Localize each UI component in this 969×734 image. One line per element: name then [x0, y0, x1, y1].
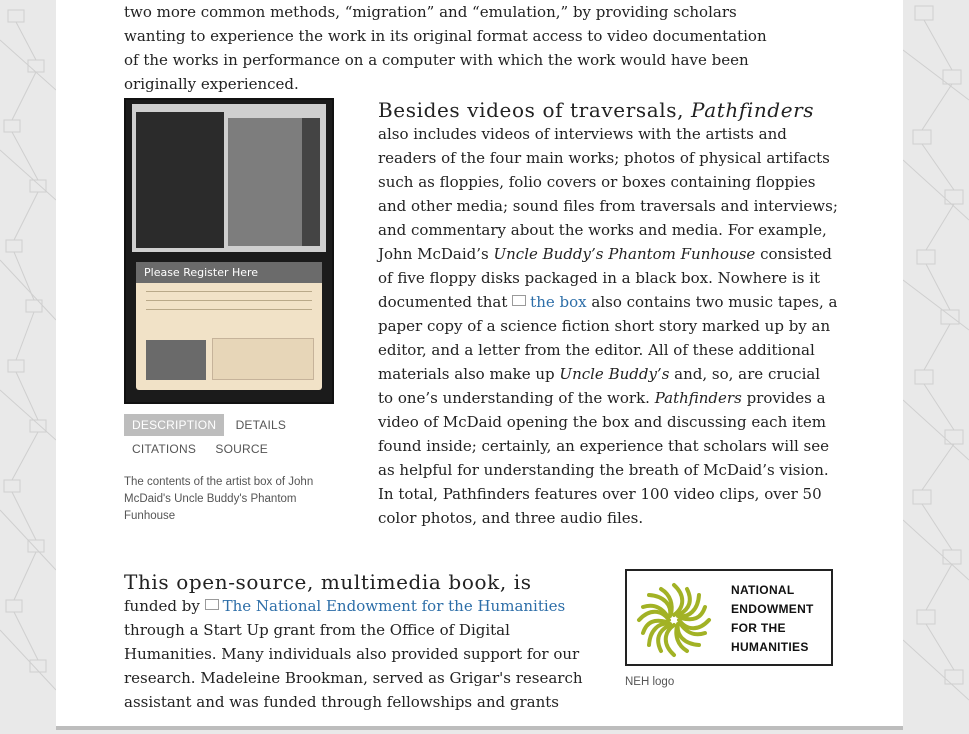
neh-line-4: HUMANITIES — [731, 640, 809, 654]
neh-logo[interactable] — [625, 569, 833, 666]
heading-text: Besides videos of traversals, — [378, 98, 692, 122]
photo-registration-card — [136, 262, 322, 390]
section-heading — [378, 98, 838, 122]
neh-link[interactable] — [205, 597, 566, 615]
paragraph-text-3: also contains two music tapes, a paper copy of a science fiction short story marked up by an editor, and a letter from the editor. All of these additional materials also make up — [378, 293, 838, 383]
neh-line-1: NATIONAL — [731, 583, 795, 597]
tab-source[interactable]: SOURCE — [215, 442, 268, 456]
photo-card-form — [212, 338, 314, 380]
paragraph-text-2: consisted of five floppy disks packaged in a black box. Nowhere is it documented that — [378, 245, 832, 311]
photo-top-panel — [132, 104, 326, 252]
photo-card-talk-box — [146, 340, 206, 380]
paragraph-italic-3: Pathfinders — [654, 389, 742, 407]
funding-heading: This open-source, multimedia book, is — [124, 570, 532, 594]
neh-emblem-icon — [633, 579, 715, 661]
figure-caption: The contents of the artist box of John McDaid's Uncle Buddy's Phantom Funhouse — [124, 476, 314, 522]
figure-tabs — [124, 414, 334, 460]
funding-text-1: funded by — [124, 597, 205, 615]
neh-caption: NEH logo — [625, 676, 675, 688]
bottom-divider — [56, 726, 903, 730]
photo-card-banner: Please Register Here — [136, 262, 322, 283]
tab-citations[interactable]: CITATIONS — [132, 442, 197, 456]
paragraph-text-5: provides a video of McDaid opening the box and discussing each item found inside; certainly, an experience that scholars will see as helpful for understanding the breath of McDaid’s vision. In total, Pathfinders features over 100 video clips, over 50 color photos, and three audio files. — [378, 389, 830, 527]
background-pattern-left — [0, 0, 56, 730]
page-content — [56, 0, 903, 730]
tab-details[interactable]: DETAILS — [235, 418, 287, 432]
neh-logo-text — [731, 581, 814, 657]
image-link-icon — [205, 599, 219, 610]
paragraph-italic-2: Uncle Buddy’s — [559, 365, 670, 383]
artist-box-photo[interactable] — [124, 98, 334, 404]
paragraph-text-4: and, so, are crucial to one’s understanding of the work. — [378, 365, 821, 407]
the-box-link[interactable] — [512, 293, 586, 311]
photo-retribution-spine — [302, 118, 320, 246]
tab-description[interactable]: DESCRIPTION — [124, 414, 224, 436]
image-link-icon — [512, 295, 526, 306]
paragraph-italic-1: Uncle Buddy’s Phantom Funhouse — [493, 245, 756, 263]
funding-paragraph — [124, 594, 584, 714]
the-box-link-label: the box — [530, 293, 587, 311]
pathfinders-paragraph — [378, 122, 838, 530]
paragraph-text-1: also includes videos of interviews with the artists and readers of the four main works; photos of physical artifacts such as floppies, folio covers or boxes containing floppies and other media; sound files from traversals and interviews; and commentary about the works and media. For example, John McDaid’s — [378, 125, 838, 263]
heading-italic: Pathfinders — [691, 98, 815, 122]
intro-paragraph: two more common methods, “migration” and “emulation,” by providing scholars wanting to experience the work in its original format access to video documentation of the works in performance on a computer with which the work would have been originally experienced. — [124, 3, 767, 93]
funding-text-2: through a Start Up grant from the Office of Digital Humanities. Many individuals also provided support for our research. Madeleine Brookman, served as Grigar's research assistant and was funded through fellowships and grants — [124, 621, 583, 711]
pathfinders-section — [378, 98, 838, 530]
neh-line-3: FOR THE — [731, 621, 786, 635]
artist-box-figure — [124, 98, 334, 525]
photo-book-left — [136, 112, 224, 248]
neh-link-label: The National Endowment for the Humanities — [222, 597, 566, 615]
neh-line-2: ENDOWMENT — [731, 602, 814, 616]
background-pattern-right — [903, 0, 969, 730]
funding-section — [124, 570, 584, 714]
